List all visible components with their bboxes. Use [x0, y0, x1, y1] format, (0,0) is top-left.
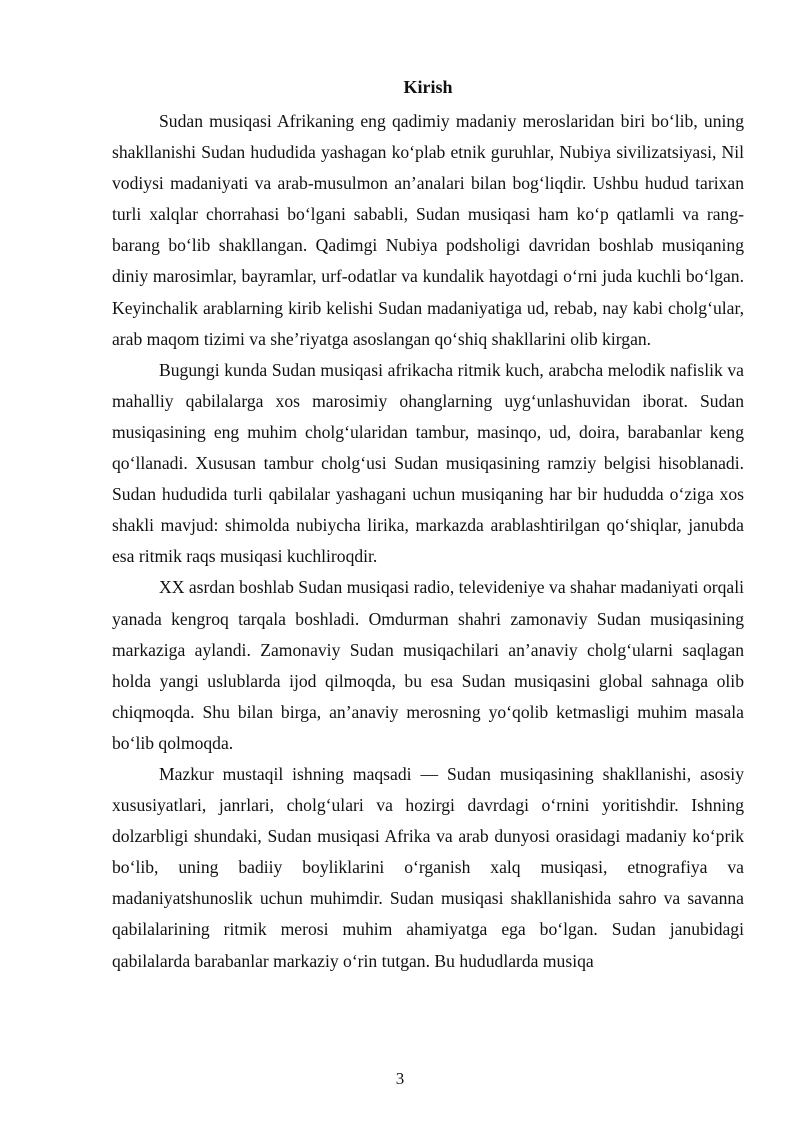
paragraph-1: Sudan musiqasi Afrikaning eng qadimiy madaniy meroslaridan biri bo‘lib, uning shakllanishi Sudan hududida yashagan ko‘plab etnik guruhlar, Nubiya sivilizatsiyasi, Nil vodiysi madaniyati va arab-musulmon an’analari bilan bog‘liqdir. Ushbu hudud tarixan turli xalqlar chorrahasi bo‘lgani sababli, Sudan musiqasi ham ko‘p qatlamli va rang-barang bo‘lib shakllangan. Qadimgi Nubiya podsholigi davridan boshlab musiqaning diniy marosimlar, bayramlar, urf-odatlar va kundalik hayotdagi o‘rni juda kuchli bo‘lgan. Keyinchalik arablarning kirib kelishi Sudan madaniyatiga ud, rebab, nay kabi cholg‘ular, arab maqom tizimi va she’riyatga asoslangan qo‘shiq shakllarini olib kirgan.	[112, 111, 744, 349]
paragraph-2: Bugungi kunda Sudan musiqasi afrikacha ritmik kuch, arabcha melodik nafislik va mahalliy qabilalarga xos marosimiy ohanglarning uyg‘unlashuvidan iborat. Sudan musiqasining eng muhim cholg‘ularidan tambur, masinqo, ud, doira, barabanlar keng qo‘llanadi. Xususan tambur cholg‘usi Sudan musiqasining ramziy belgisi hisoblanadi. Sudan hududida turli qabilalar yashagani uchun musiqaning har bir hududda o‘ziga xos shakli mavjud: shimolda nubiycha lirika, markazda arablashtirilgan qo‘shiqlar, janubda esa ritmik raqs musiqasi kuchliroqdir.	[112, 359, 744, 567]
paragraph-4: Mazkur mustaqil ishning maqsadi — Sudan musiqasining shakllanishi, asosiy xususiyatlari, janrlari, cholg‘ulari va hozirgi davrdagi o‘rnini yoritishdir. Ishning dolzarbligi shundaki, Sudan musiqasi Afrika va arab dunyosi orasidagi madaniy ko‘prik bo‘lib, uning badiiy boyliklarini o‘rganish xalq musiqasi, etnografiya va madaniyatshunoslik uchun muhimdir. Sudan musiqasi shakllanishida sahro va savanna qabilalarining ritmik merosi muhim ahamiyatga ega bo‘lgan. Sudan janubidagi qabilalarda barabanlar markaziy o‘rin tutgan. Bu hududlarda musiqa	[112, 763, 744, 971]
document-page	[112, 72, 744, 977]
paragraph-3: XX asrdan boshlab Sudan musiqasi radio, televideniye va shahar madaniyati orqali yanada kengroq tarqala boshladi. Omdurman shahri zamonaviy Sudan musiqasining markaziga aylandi. Zamonaviy Sudan musiqachilari an’anaviy cholg‘ularni saqlagan holda yangi uslublarda ijod qilmoqda, bu esa Sudan musiqasini global sahnaga olib chiqmoqda. Shu bilan birga, an’anaviy merosning yo‘qolib ketmasligi muhim masala bo‘lib qolmoqda.	[112, 577, 744, 753]
page-number: 3	[395, 1069, 405, 1088]
page-title: Kirish	[403, 77, 453, 97]
